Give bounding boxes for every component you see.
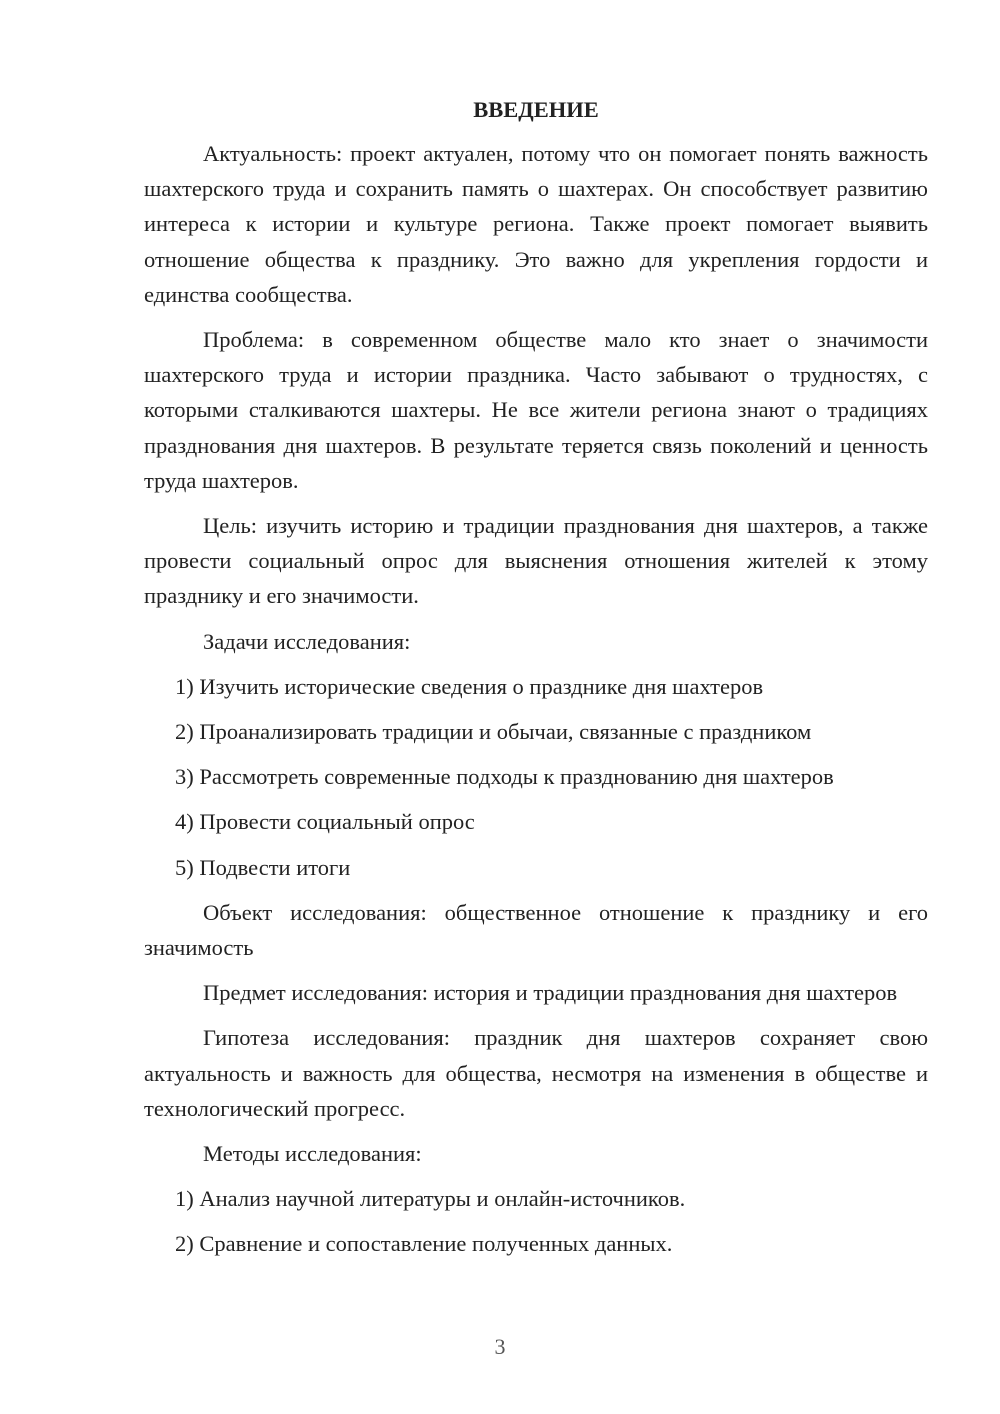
object-paragraph: Объект исследования: общественное отношение к празднику и его значимость (144, 899, 928, 961)
task-item: 2) Проанализировать традиции и обычаи, связанные с праздником (175, 719, 812, 745)
hypothesis-paragraph: Гипотеза исследования: праздник дня шахтеров сохраняет свою актуальность и важность для общества, несмотря на изменения в обществе и технологический прогресс. (144, 1025, 928, 1121)
methods-label: Методы исследования: (203, 1141, 422, 1167)
page-number: 3 (494, 1334, 506, 1359)
method-item: 1) Анализ научной литературы и онлайн-источников. (175, 1186, 686, 1212)
task-item: 1) Изучить исторические сведения о празднике дня шахтеров (175, 673, 764, 699)
tasks-list (144, 669, 928, 885)
methods-list (144, 1181, 928, 1261)
goal-paragraph: Цель: изучить историю и традиции празднования дня шахтеров, а также провести социальный опрос для выяснения отношения жителей к этому празднику и его значимости. (144, 513, 928, 609)
task-item: 3) Рассмотреть современные подходы к празднованию дня шахтеров (175, 764, 834, 790)
task-item: 4) Провести социальный опрос (175, 809, 475, 835)
page-content (144, 92, 928, 1272)
section-heading: ВВЕДЕНИЕ (473, 97, 599, 122)
task-item: 5) Подвести итоги (175, 854, 351, 880)
tasks-label: Задачи исследования: (203, 628, 411, 654)
subject-paragraph: Предмет исследования: история и традиции празднования дня шахтеров (203, 980, 898, 1006)
method-item: 2) Сравнение и сопоставление полученных данных. (175, 1231, 673, 1257)
relevance-paragraph: Актуальность: проект актуален, потому что он помогает понять важность шахтерского труда и сохранить память о шахтерах. Он способствует развитию интереса к истории и культуре региона. Также проект помогает выявить отношение общества к празднику. Это важно для укрепления гордости и единства сообщества. (144, 141, 928, 307)
problem-paragraph: Проблема: в современном обществе мало кто знает о значимости шахтерского труда и истории праздника. Часто забывают о трудностях, с которыми сталкиваются шахтеры. Не все жители региона знают о традициях празднования дня шахтеров. В результате теряется связь поколений и ценность труда шахтеров. (144, 327, 928, 493)
